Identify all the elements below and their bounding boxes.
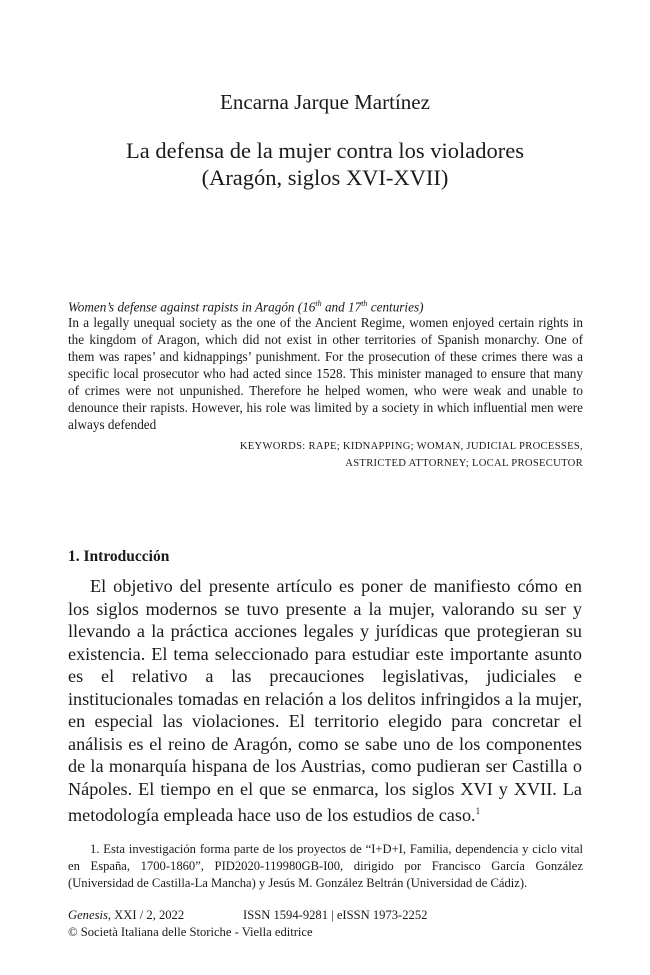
keywords-line-1: KEYWORDS: RAPE; KIDNAPPING; WOMAN, JUDICIAL PROCESSES,	[239, 441, 583, 452]
abstract-title-sup-2: th	[361, 299, 368, 308]
article-title	[0, 137, 650, 191]
abstract-title-sup-1: th	[315, 299, 322, 308]
article-title-line-2: (Aragón, siglos XVI-XVII)	[201, 165, 449, 190]
section-body-text	[68, 575, 582, 827]
article-title-line-1: La defensa de la mujer contra los violadores	[126, 138, 524, 163]
author-name: Encarna Jarque Martínez	[220, 90, 430, 114]
keywords-line-2: ASTRICTED ATTORNEY; LOCAL PROSECUTOR	[345, 458, 583, 469]
copyright-notice: © Società Italiana delle Storiche - Viella editrice	[68, 925, 313, 939]
journal-issue: , XXI / 2, 2022	[107, 908, 185, 922]
abstract-title-part-2: and 17	[321, 299, 362, 315]
abstract-title-part-1: Women’s defense against rapists in Aragón (16	[68, 299, 316, 315]
footnote-reference: 1	[475, 806, 481, 816]
abstract-text: In a legally unequal society as the one of the Ancient Regime, women enjoyed certain rights in the kingdom of Aragon, which did not exist in other territories of Spanish monarchy. One of them was rapes’ and kidnappings’ punishment. For the prosecution of these crimes there was a specific local prosecutor who had acted since 1528. This minister managed to ensure that many of crimes were not unpunished. Therefore he helped women, who were weak and unable to denounce their rapists. However, his role was limited by a society in which influential men were always defended	[68, 315, 583, 432]
abstract-english-title	[68, 295, 583, 315]
section-paragraph: El objetivo del presente artículo es poner de manifiesto cómo en los siglos modernos se tuvo presente a la mujer, valorando su ser y llevando a la práctica acciones legales y jurídicas que protegieran su existencia. El tema seleccionado para estudiar este importante asunto es el relativo a las precauciones legislativas, judiciales e institucionales tomadas en relación a los delitos infringidos a la mujer, en especial las violaciones. El territorio elegido para concretar el análisis es el reino de Aragón, como se sabe uno de los componentes de la monarquía hispana de los Austrias, como pudieran ser Castilla o Nápoles. El tiempo en el que se enmarca, los siglos XVI y XVII. La metodología empleada hace uso de los estudios de caso.	[68, 576, 582, 826]
keywords	[68, 438, 583, 472]
section-heading: 1. Introducción	[68, 548, 170, 565]
footnote: 1. Esta investigación forma parte de los proyectos de “I+D+I, Familia, dependencia y ciclo vital en España, 1700-1860”, PID2020-119980GB-I00, dirigido por Francisco García González (Universidad de Castilla-La Mancha) y Jesús M. González Beltrán (Universidad de Cádiz).	[68, 842, 583, 890]
journal-issn: ISSN 1594-9281 | eISSN 1973-2252	[243, 908, 428, 922]
abstract-title-part-3: centuries)	[367, 299, 424, 315]
journal-name: Genesis	[68, 908, 108, 922]
journal-citation	[68, 907, 428, 924]
